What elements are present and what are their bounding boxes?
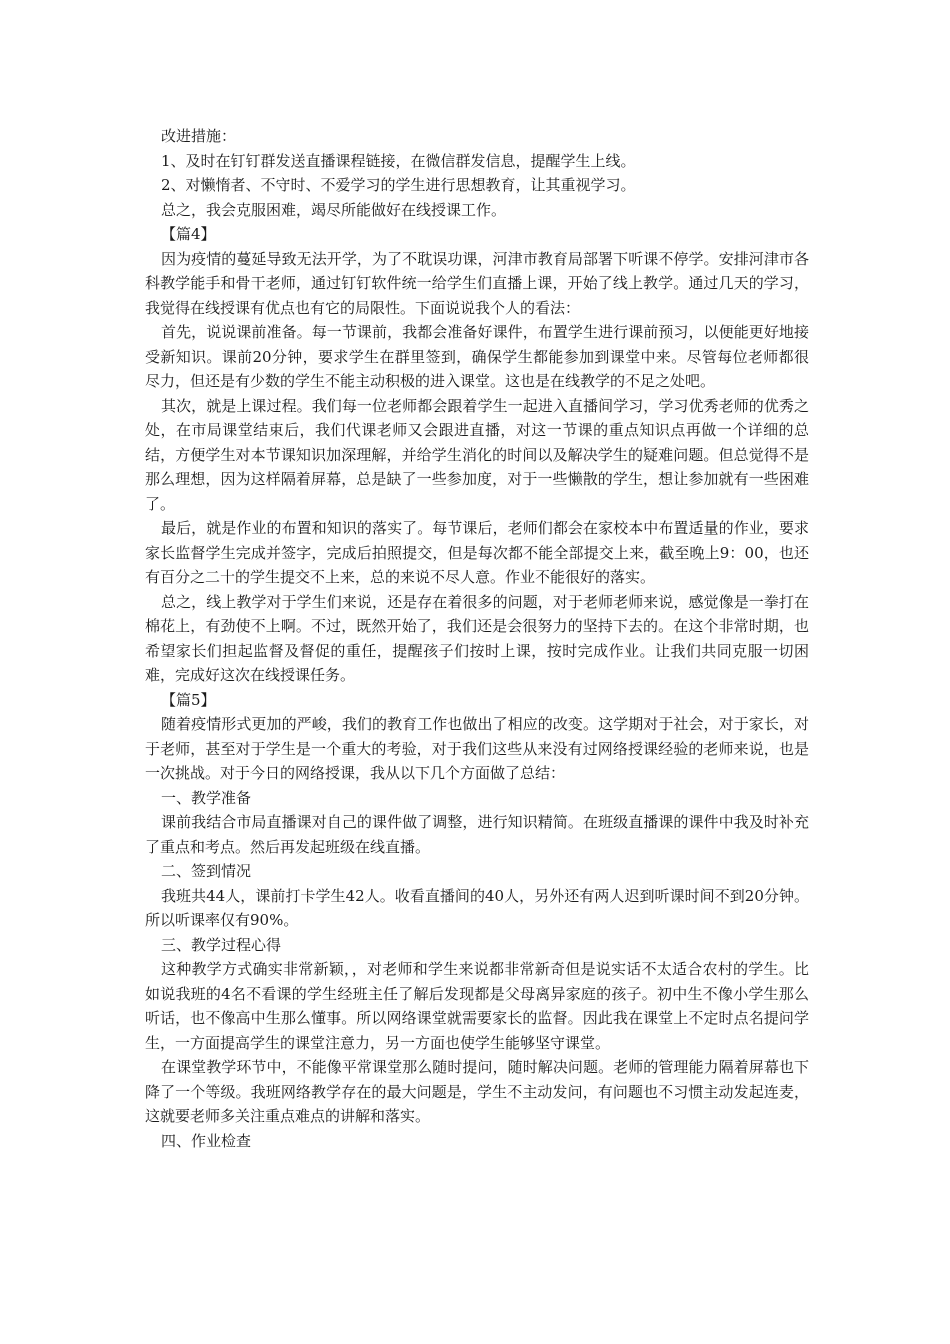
- paragraph-measure-1: 1、及时在钉钉群发送直播课程链接，在微信群发信息，提醒学生上线。: [161, 151, 636, 170]
- paragraph-teaching-process-2: 在课堂教学环节中，不能像平常课堂那么随时提问，随时解决问题。老师的管理能力隔着屏幕也下降了一个等级。我班网络教学存在的最大问题是，学生不主动发问，有问题也不习惯主动发起连麦，这就要老师多关注重点难点的讲解和落实。: [145, 1058, 809, 1125]
- paragraph-attendance: 我班共44人，课前打卡学生42人。收看直播间的40人，另外还有两人迟到听课时间不到20分钟。所以听课率仅有90%。: [145, 886, 809, 929]
- paragraph-homework: 最后，就是作业的布置和知识的落实了。每节课后，老师们都会在家校本中布置适量的作业，要求家长监督学生完成并签字，完成后拍照提交，但是每次都不能全部提交上来，截至晚上9：00，也还有百分之二十的学生提交不上来，总的来说不尽人意。作业不能很好的落实。: [145, 519, 809, 586]
- section-heading-5: 【篇5】: [161, 690, 216, 709]
- paragraph-class-process: 其次，就是上课过程。我们每一位老师都会跟着学生一起进入直播间学习，学习优秀老师的优秀之处，在市局课堂结束后，我们代课老师又会跟进直播，对这一节课的重点知识点再做一个详细的总结，方便学生对本节课知识加深理解，并给学生消化的时间以及解决学生的疑难问题。但总觉得不是那么理想，因为这样隔着屏幕，总是缺了一些参加度，对于一些懒散的学生，想让参加就有一些困难了。: [145, 396, 809, 513]
- paragraph-intro-5: 随着疫情形式更加的严峻，我们的教育工作也做出了相应的改变。这学期对于社会，对于家长，对于老师，甚至对于学生是一个重大的考验，对于我们这些从来没有过网络授课经验的老师来说，也是一次挑战。对于今日的网络授课，我从以下几个方面做了总结：: [145, 715, 809, 782]
- paragraph-preparation: 首先，说说课前准备。每一节课前，我都会准备好课件，布置学生进行课前预习，以便能更好地接受新知识。课前20分钟，要求学生在群里签到，确保学生都能参加到课堂中来。尽管每位老师都很尽力，但还是有少数的学生不能主动积极的进入课堂。这也是在线教学的不足之处吧。: [145, 323, 809, 390]
- paragraph-teaching-process-1: 这种教学方式确实非常新颖，，对老师和学生来说都非常新奇但是说实话不太适合农村的学生。比如说我班的4名不看课的学生经班主任了解后发现都是父母离异家庭的孩子。初中生不像小学生那么听话，也不像高中生那么懂事。所以网络课堂就需要家长的监督。因此我在课堂上不定时点名提问学生，一方面提高学生的课堂注意力，另一方面也使学生能够坚守课堂。: [145, 960, 809, 1052]
- paragraph-teaching-prep: 课前我结合市局直播课对自己的课件做了调整，进行知识精简。在班级直播课的课件中我及时补充了重点和考点。然后再发起班级在线直播。: [145, 813, 809, 856]
- paragraph-intro-4: 因为疫情的蔓延导致无法开学，为了不耽误功课，河津市教育局部署下听课不停学。安排河津市各科教学能手和骨干老师，通过钉钉软件统一给学生们直播上课，开始了线上教学。通过几天的学习，我觉得在线授课有优点也有它的局限性。下面说说我个人的看法：: [145, 249, 809, 317]
- paragraph-summary: 总之，我会克服困难，竭尽所能做好在线授课工作。: [161, 200, 507, 219]
- document-body: [145, 124, 809, 1153]
- subheading-homework-check: 四、作业检查: [161, 1131, 252, 1150]
- section-heading-4: 【篇4】: [161, 225, 216, 243]
- paragraph-improvement-heading: 改进措施：: [161, 127, 237, 145]
- paragraph-measure-2: 2、对懒惰者、不守时、不爱学习的学生进行思想教育，让其重视学习。: [161, 176, 636, 194]
- paragraph-conclusion-4: 总之，线上教学对于学生们来说，还是存在着很多的问题，对于老师老师来说，感觉像是一拳打在棉花上，有劲使不上啊。不过，既然开始了，我们还是会很努力的坚持下去的。在这个非常时期，也希望家长们担起监督及督促的重任，提醒孩子们按时上课，按时完成作业。让我们共同克服一切困难，完成好这次在线授课任务。: [145, 592, 809, 684]
- subheading-teaching-process: 三、教学过程心得: [161, 935, 282, 954]
- subheading-teaching-prep: 一、教学准备: [161, 788, 252, 807]
- subheading-attendance: 二、签到情况: [161, 862, 252, 880]
